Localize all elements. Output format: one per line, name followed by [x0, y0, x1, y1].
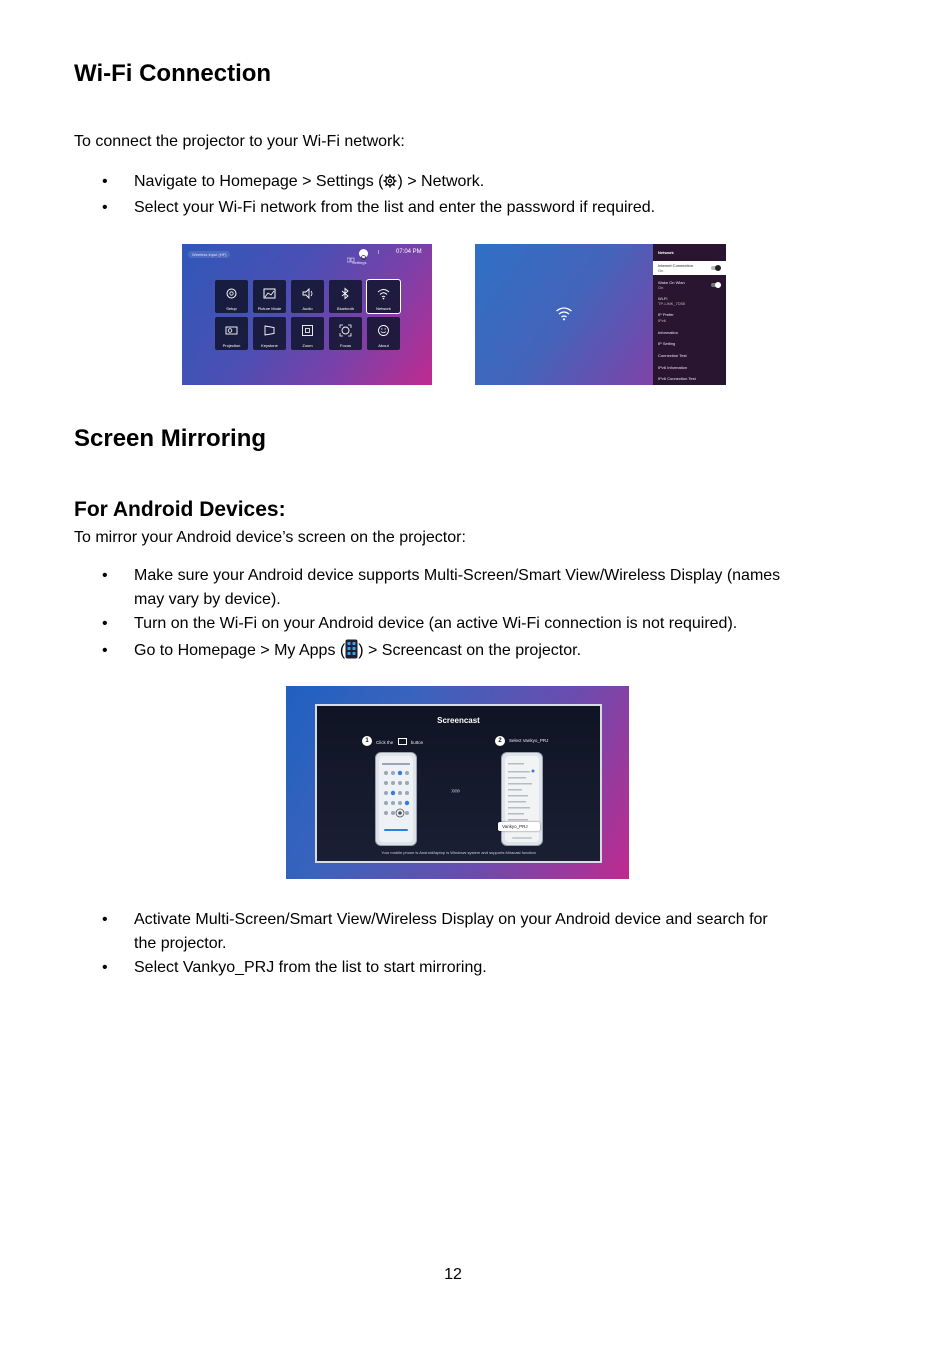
focus-tile: Focus: [329, 317, 362, 350]
menu-item-ip-setting: IP Setting: [658, 341, 676, 346]
input-source-label: Wireless Input (HF): [188, 251, 230, 258]
list-item: • Select Vankyo_PRJ from the list to start mirroring.: [74, 956, 894, 980]
network-tile: Network: [367, 280, 400, 313]
bluetooth-tile: Bluetooth: [329, 280, 362, 313]
wifi-status-icon: ǀ: [378, 250, 380, 256]
zoom-tile: Zoom: [291, 317, 324, 350]
list-item: • Navigate to Homepage > Settings ( ) > Network.: [74, 170, 874, 196]
list-item: • Go to Homepage > My Apps ( ) > Screencast on the projector.: [74, 639, 894, 667]
cast-icon: [398, 738, 407, 745]
arrow-chevrons-icon: ›››››: [451, 786, 460, 795]
setup-tile: Setup: [215, 280, 248, 313]
screencast-panel: [315, 704, 602, 863]
internet-connection-toggle: [711, 266, 720, 270]
settings-active-icon: [359, 249, 368, 258]
about-tile: About: [367, 317, 400, 350]
wake-on-wlan-toggle: [711, 283, 720, 287]
vankyo-device-callout: [498, 822, 540, 831]
menu-item-ipv6-connection-test: IPv6 Connection Test: [658, 376, 696, 381]
mirroring-heading: Screen Mirroring: [74, 425, 267, 452]
device-name: Vankyo_PRJ: [502, 824, 528, 829]
network-menu-title: Network: [658, 250, 674, 255]
gear-icon: [383, 172, 397, 196]
keystone-tile: Keystone: [253, 317, 286, 350]
menu-item-wifi: Wi-Fi: [658, 296, 668, 301]
screencast-title: Screencast: [437, 716, 480, 725]
menu-item-wake-on-wlan: Wake On Wlan: [658, 280, 685, 285]
mirroring-intro: To mirror your Android device’s screen on the projector:: [74, 529, 466, 546]
step-1-badge: 1: [362, 736, 372, 746]
list-item: • Make sure your Android device supports Multi-Screen/Smart View/Wireless Display (names may vary by device).: [74, 564, 894, 612]
step-1-label: Click the button: [376, 740, 424, 745]
menu-value-ip-prefer: IPv6: [658, 318, 667, 323]
mirroring-steps-list: [74, 564, 894, 667]
list-item: • Activate Multi-Screen/Smart View/Wireless Display on your Android device and search for the projector.: [74, 908, 894, 956]
mirroring-steps-list-2: [74, 908, 894, 980]
menu-value-internet-connection: On: [658, 268, 664, 273]
menu-item-ip-prefer: IP Prefer: [658, 312, 674, 317]
menu-value-wifi: TP-LINK_7D55: [658, 301, 686, 306]
list-item: • Select your Wi-Fi network from the list and enter the password if required.: [74, 196, 874, 220]
page-number: 12: [444, 1266, 462, 1283]
menu-item-ipv6-information: IPv6 Information: [658, 365, 688, 370]
picture-mode-tile: Picture Mode: [253, 280, 286, 313]
menu-value-wake-on-wlan: On: [658, 285, 664, 290]
wifi-steps-list: [74, 170, 874, 220]
menu-item-information: Information: [658, 330, 679, 335]
step-2-badge: 2: [495, 736, 505, 746]
projection-tile: Projection: [215, 317, 248, 350]
status-icons: [347, 250, 355, 256]
menu-item-internet-connection: Internet Connection: [658, 263, 693, 268]
settings-screenshot: [182, 244, 432, 385]
step-2-label: Select Vankyo_PRJ: [509, 738, 549, 743]
clock: 07:04 PM: [396, 249, 422, 255]
menu-item-connection-test: Connection Test: [658, 353, 687, 358]
network-menu: [653, 244, 726, 385]
screencast-footer: Your mobile phone is Android/laptop is Windows system and supports Miracast function: [381, 850, 536, 855]
screencast-screenshot: [286, 686, 629, 879]
wifi-intro: To connect the projector to your Wi-Fi network:: [74, 133, 405, 150]
my-apps-icon: [345, 639, 358, 667]
phone-quick-settings: [375, 752, 417, 846]
network-screenshot: [475, 244, 726, 385]
wifi-icon: [555, 306, 573, 326]
phone-device-list: [501, 752, 543, 846]
list-item: • Turn on the Wi-Fi on your Android device (an active Wi-Fi connection is not required).: [74, 612, 894, 636]
wifi-heading: Wi-Fi Connection: [74, 60, 272, 87]
android-subheading: For Android Devices:: [74, 498, 286, 521]
audio-tile: Audio: [291, 280, 324, 313]
settings-subtitle: Settings: [352, 260, 367, 265]
